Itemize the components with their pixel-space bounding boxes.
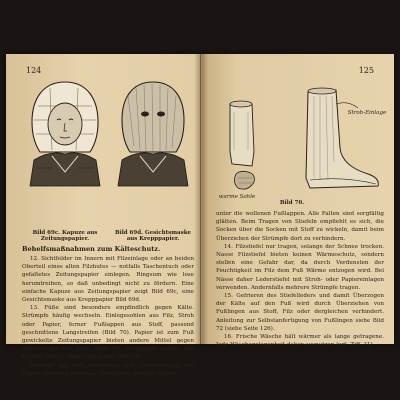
left-page-number: 124 xyxy=(26,66,42,75)
left-page xyxy=(6,54,201,377)
paragraph: Bewährt hat sich besonders eine Zwischenlage von Papier zwischen zwei Paar Strümpfen, darüber Papier. xyxy=(22,362,194,377)
label-warm-sole: warme Sohle xyxy=(218,194,256,200)
paragraph: 16. Frische Wäsche hält wärmer als lange getragene. Jede Wäschegelegenheit daher ausnutzen (vgl. Ziff. 31). xyxy=(216,334,384,349)
right-page-number: 125 xyxy=(358,66,374,75)
open-book xyxy=(6,54,394,377)
label-straw-insert: Stroh-Einlage xyxy=(347,110,387,116)
section-heading: Behelfsmaßnahmen zum Kälteschutz. xyxy=(22,245,161,253)
figure-70-caption: Bild 70. xyxy=(279,200,305,206)
paragraph: 13. Füße sind besonders empfindlich gegen Kälte. Strümpfe häufig wechseln. Einlegesohlen aus Filz, Stroh oder Papier, ferner Fußlappen aus Stoff, passend geschnittene Langstreifen (Bild 70). Papier ist zum Fuß gewickelte Zeitungspapier bieten andere Mittel gegen Erfrierungen der Füße (Bild 71). Fußlappen sauber und trocken halten, Papierfußlappen (Bild 70). xyxy=(22,305,194,361)
right-page xyxy=(202,54,394,349)
right-body-text xyxy=(216,210,384,349)
paragraph: 15. Gefrieren des Stiefelleders und damit Überzogen der Kälte auf den Fuß wird durch Überziehen von Fußlingen aus Stoff, Filz oder dergleichen verhindert. Anleitung zur Selbstanfertigung von Fußlingen siehe Bild 72 (siehe Seite 126). xyxy=(216,293,384,332)
left-body-text xyxy=(22,255,194,378)
figure-newspaper-hood xyxy=(22,76,108,186)
paragraph: 14. Filzstiefel nur tragen, solange der Schnee trocken. Nasse Filzstiefel bieten keinen Wärmeschutz, sondern stellen eine Gefahr dar, da durch Verdunsten der Feuchtigkeit im Filz dem Fuß Wärme entzogen wird. Bei Nässe daher Lederstiefel mit Stroh- oder Papiereinlagen verwenden. Andernfalls mehrere Strümpfe tragen. xyxy=(216,243,384,291)
paragraph: unter die wollenen Fußlappen. Alle Falten sind sorgfältig glätten. Beim Tragen von Stiefeln empfiehlt es sich, die Socken über die Socken mit Stoff zu wickeln, damit beim Überziehen der Strümpfe dort zu verhindern. xyxy=(216,211,384,242)
figure-boot-insoles xyxy=(218,82,388,194)
paragraph: 12. Sichtfelder im Innern mit Filzeinlage oder an beiden Oberteil eines alten Filzhutes — notfalls Taschentuch oder gefaltetes Zeitungspapier einlegen. Ringsum wie lose herumtreiben, so daß unbedingt nicht zu fördern. Eine einfache Kapuze aus Zeitungspapier zeigt Bild 69c, eine Gesichtsmaske aus Krepppapier Bild 69d. xyxy=(22,256,194,304)
figure-a-caption: Bild 69c. Kapuze aus Zeitungspapier. xyxy=(32,230,98,242)
figure-b-caption: Bild 69d. Gesichtsmaske aus Krepppapier. xyxy=(114,230,192,242)
figure-crepe-paper-mask xyxy=(110,76,196,186)
